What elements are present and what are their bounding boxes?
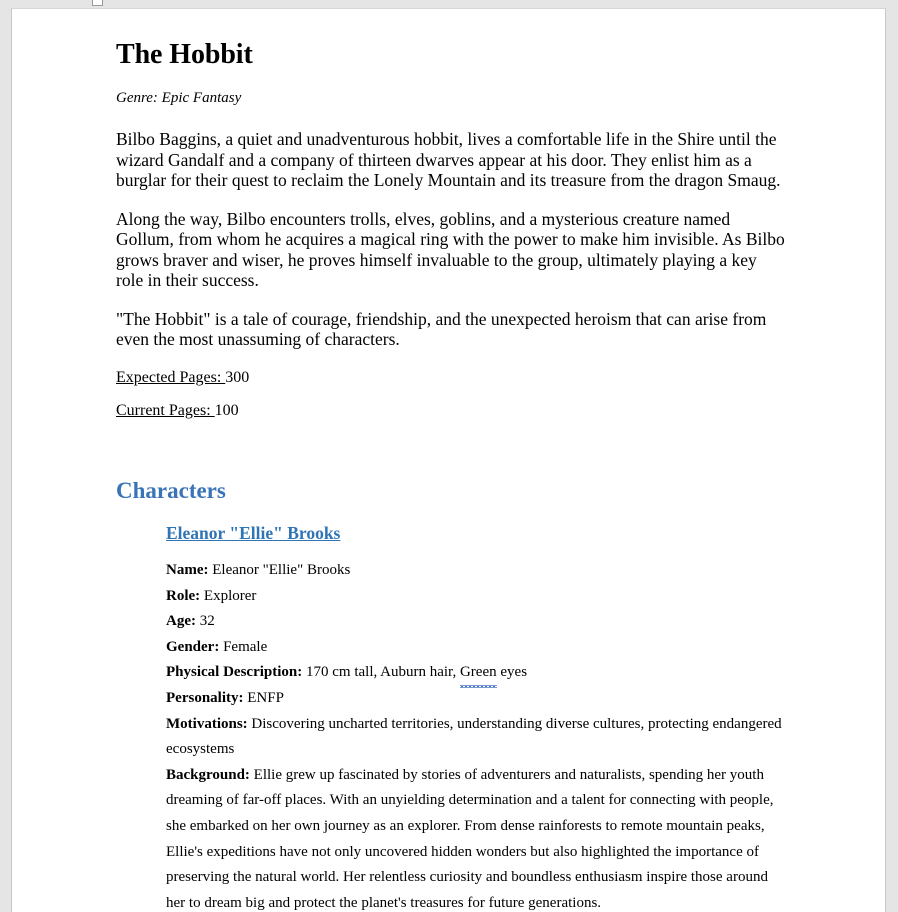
summary-paragraph-2: Along the way, Bilbo encounters trolls, elves, goblins, and a mysterious creature named Gollum, from whom he acquires a magical ring with the power to make him invisible. As Bilbo grows braver and wiser, he proves himself invaluable to the group, ultimately playing a key role in their success. [116,208,785,291]
field-background [166,763,788,912]
character-entry [166,523,788,912]
field-physical-description-value-part-a: 170 cm tall, Auburn hair, [302,664,460,681]
field-role [166,584,788,610]
field-physical-description [166,660,788,686]
current-pages-label: Current Pages: [116,401,215,419]
section-heading-characters: Characters [116,477,226,503]
field-role-label: Role: [166,587,201,604]
field-motivations [166,712,788,763]
field-personality-label: Personality: [166,689,244,706]
document-page-sheet[interactable] [11,8,886,912]
field-personality-value: ENFP [243,689,284,706]
field-age-value: 32 [196,613,215,630]
field-physical-description-value-part-b: eyes [496,664,528,681]
ruler-tab-stop-marker[interactable] [92,0,103,6]
field-gender-value: Female [219,638,268,655]
character-name-link[interactable]: Eleanor "Ellie" Brooks [166,522,341,543]
field-physical-description-label: Physical Description: [166,664,303,681]
field-background-value: Ellie grew up fascinated by stories of adventurers and naturalists, spending her youth dreaming of far-off places. With an unyielding determination and a talent for connecting with people, she embarked on her own journey as an explorer. From dense rainforests to remote mountain peaks, Ellie's expeditions have not only uncovered hidden wonders but also highlighted the importance of preserving the natural world. Her relentless curiosity and boundless enthusiasm inspire those around her to dream big and protect the planet's treasures for future generations. [166,766,774,911]
current-pages-value: 100 [214,401,239,419]
field-gender [166,635,788,661]
expected-pages-label: Expected Pages: [116,368,226,386]
field-name-value: Eleanor "Ellie" Brooks [208,561,351,578]
summary-paragraph-1: Bilbo Baggins, a quiet and unadventurous hobbit, lives a comfortable life in the Shire until the wizard Gandalf and a company of thirteen dwarves appear at his door. They enlist him as a burglar for their quest to reclaim the Lonely Mountain and its treasure from the dragon Smaug. [116,129,781,191]
field-personality [166,686,788,712]
field-name-label: Name: [166,561,209,578]
field-motivations-label: Motivations: [166,715,248,732]
genre-line: Genre: Epic Fantasy [116,90,242,107]
summary-paragraph-3: "The Hobbit" is a tale of courage, friendship, and the unexpected heroism that can arise from even the most unassuming of characters. [116,308,767,350]
field-age-label: Age: [166,613,196,630]
expected-pages-line [116,368,788,388]
field-background-label: Background: [166,766,250,783]
field-gender-label: Gender: [166,638,220,655]
expected-pages-value: 300 [225,368,250,386]
page-content-area [116,39,788,912]
current-pages-line [116,401,788,421]
spellcheck-misspelled-word[interactable]: Green [460,660,497,686]
field-name [166,558,788,584]
field-role-value: Explorer [200,587,257,604]
page-title: The Hobbit [116,39,253,70]
field-age [166,609,788,635]
field-motivations-value: Discovering uncharted territories, understanding diverse cultures, protecting endangered ecosystems [166,715,782,758]
